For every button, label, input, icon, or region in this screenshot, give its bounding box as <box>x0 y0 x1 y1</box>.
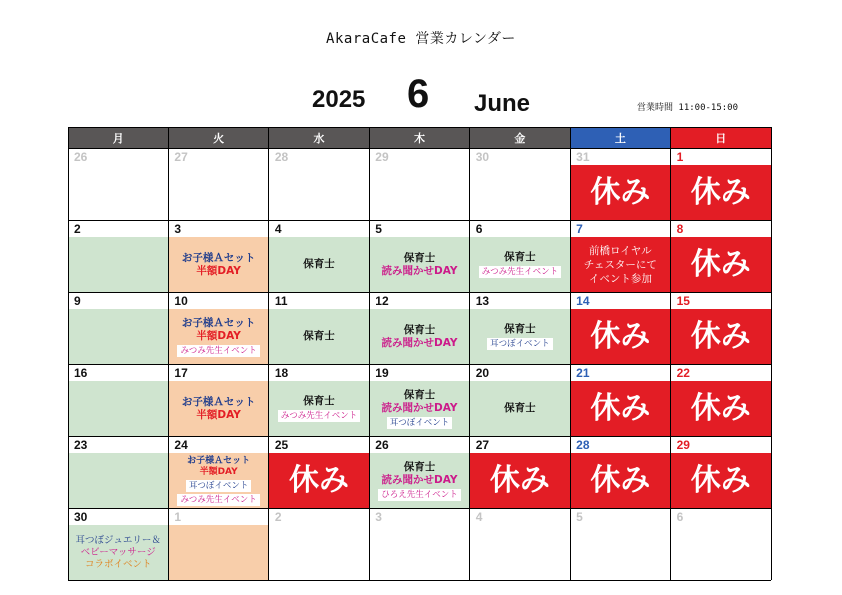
weekday-header-sat: 土 <box>570 127 670 148</box>
event-text: 耳つぼジュエリー＆ <box>75 534 161 546</box>
event-tag: 耳つぼイベント <box>186 480 252 492</box>
day-number: 20 <box>475 366 490 380</box>
closed-label: 休み <box>590 318 651 354</box>
year-label: 2025 <box>312 86 366 113</box>
day-cell <box>68 220 168 292</box>
event-block <box>168 237 268 292</box>
event-text: 読み聞かせDAY <box>381 473 458 486</box>
event-tag: 耳つぼイベント <box>487 338 553 350</box>
grid-line-horizontal <box>68 508 771 509</box>
grid-line-horizontal <box>68 127 771 128</box>
event-block <box>68 525 168 580</box>
weekday-header-tue: 火 <box>168 127 268 148</box>
day-number: 6 <box>676 510 684 524</box>
event-text: ベビーマッサージ <box>80 546 156 558</box>
day-number: 6 <box>475 222 483 236</box>
day-number: 15 <box>676 294 690 308</box>
day-cell <box>168 220 268 292</box>
event-block <box>369 309 469 364</box>
event-block <box>369 453 469 508</box>
day-number: 12 <box>375 294 389 308</box>
day-number: 3 <box>174 222 182 236</box>
day-cell <box>570 220 670 292</box>
business-hours: 営業時間 11:00-15:00 <box>637 103 739 113</box>
event-text: 保育士 <box>303 395 335 407</box>
day-number: 4 <box>274 222 282 236</box>
grid-line-horizontal <box>68 220 771 221</box>
event-tag: みつみ先生イベント <box>177 494 259 506</box>
event-tag: みつみ先生イベント <box>278 410 360 422</box>
event-text: 保育士 <box>504 402 536 414</box>
event-block <box>68 237 168 292</box>
day-cell <box>671 364 771 436</box>
day-cell <box>671 220 771 292</box>
event-block <box>470 381 570 436</box>
grid-line-vertical <box>268 127 269 580</box>
day-cell <box>570 148 670 220</box>
event-text: 保育士 <box>403 323 436 336</box>
weekday-header-mon: 月 <box>68 127 168 148</box>
closed-label: 休み <box>690 246 751 282</box>
event-block <box>269 309 369 364</box>
event-text: お子様Ａセット <box>181 395 256 408</box>
closed-block <box>570 381 670 436</box>
event-block <box>68 309 168 364</box>
day-cell <box>68 364 168 436</box>
day-cell <box>470 292 570 364</box>
event-text: 保育士 <box>504 251 536 263</box>
closed-label: 休み <box>690 390 751 426</box>
day-cell <box>369 436 469 508</box>
grid-line-vertical <box>68 127 69 580</box>
closed-block <box>570 165 670 220</box>
event-block <box>168 525 268 580</box>
grid-line-horizontal <box>68 148 771 149</box>
day-number: 31 <box>576 150 590 164</box>
closed-block <box>570 237 670 292</box>
day-number: 10 <box>174 294 188 308</box>
day-number: 30 <box>475 150 490 164</box>
day-number: 13 <box>475 294 490 308</box>
day-number: 25 <box>274 438 289 452</box>
event-block <box>168 453 268 508</box>
event-text: 読み聞かせDAY <box>381 401 458 414</box>
day-cell <box>168 148 268 220</box>
grid-line-vertical <box>369 127 370 580</box>
closed-block <box>570 309 670 364</box>
day-number: 27 <box>475 438 490 452</box>
day-number: 22 <box>676 366 690 380</box>
day-number: 29 <box>375 150 389 164</box>
day-cell <box>269 436 369 508</box>
event-text: 保育士 <box>303 258 335 270</box>
event-block <box>269 237 369 292</box>
day-number: 1 <box>174 510 182 524</box>
day-cell <box>68 436 168 508</box>
closed-block <box>671 237 771 292</box>
day-cell <box>570 436 670 508</box>
day-cell <box>671 292 771 364</box>
grid-line-vertical <box>670 127 671 580</box>
day-cell <box>68 148 168 220</box>
grid-line-horizontal <box>68 364 771 365</box>
day-cell <box>570 508 670 580</box>
day-number: 18 <box>274 366 289 380</box>
day-number: 7 <box>576 222 583 236</box>
day-cell <box>269 508 369 580</box>
closed-label: 休み <box>690 318 751 354</box>
day-number: 27 <box>174 150 188 164</box>
page-title: AkaraCafe 営業カレンダー <box>326 31 516 47</box>
day-number: 19 <box>375 366 389 380</box>
day-number: 11 <box>274 294 288 308</box>
closed-label: 休み <box>690 174 751 210</box>
grid-line-horizontal <box>68 580 771 581</box>
day-number: 2 <box>274 510 282 524</box>
day-cell <box>369 148 469 220</box>
event-text: 半額DAY <box>199 466 238 477</box>
event-block <box>470 237 570 292</box>
event-tag: みつみ先生イベント <box>479 266 561 278</box>
weekday-header-wed: 水 <box>269 127 369 148</box>
day-cell <box>269 364 369 436</box>
closed-block <box>269 453 369 508</box>
calendar-grid <box>68 127 771 580</box>
day-cell <box>168 508 268 580</box>
event-text: チェスターにて <box>583 258 657 271</box>
day-number: 28 <box>576 438 590 452</box>
day-cell <box>269 148 369 220</box>
weekday-header-sun: 日 <box>671 127 771 148</box>
day-number: 16 <box>74 366 88 380</box>
day-number: 1 <box>676 150 684 164</box>
event-text: 保育士 <box>303 330 335 342</box>
event-text: 読み聞かせDAY <box>381 264 458 277</box>
event-text: イベント参加 <box>588 272 652 285</box>
day-cell <box>168 364 268 436</box>
day-number: 24 <box>174 438 188 452</box>
event-text: お子様Ａセット <box>187 455 251 466</box>
day-cell <box>269 292 369 364</box>
month-number: 6 <box>407 72 430 116</box>
closed-block <box>671 309 771 364</box>
day-number: 26 <box>375 438 389 452</box>
event-block <box>470 309 570 364</box>
closed-label: 休み <box>590 462 651 498</box>
day-number: 4 <box>475 510 483 524</box>
event-tag: ひろえ先生イベント <box>378 489 461 501</box>
event-text: 半額DAY <box>196 329 241 342</box>
day-cell <box>369 292 469 364</box>
day-number: 3 <box>375 510 382 524</box>
closed-block <box>570 453 670 508</box>
event-block <box>369 237 469 292</box>
event-block <box>269 381 369 436</box>
day-number: 30 <box>74 510 88 524</box>
day-cell <box>671 148 771 220</box>
event-block <box>68 381 168 436</box>
event-text: お子様Ａセット <box>181 251 256 264</box>
day-number: 26 <box>74 150 88 164</box>
month-name: June <box>474 90 531 117</box>
day-cell <box>68 508 168 580</box>
grid-line-vertical <box>168 127 169 580</box>
day-cell <box>470 436 570 508</box>
grid-line-horizontal <box>68 436 771 437</box>
day-cell <box>369 364 469 436</box>
day-number: 5 <box>375 222 382 236</box>
event-text: 半額DAY <box>196 408 241 421</box>
day-number: 14 <box>576 294 590 308</box>
day-cell <box>570 292 670 364</box>
event-text: コラボイベント <box>84 558 152 570</box>
day-number: 28 <box>274 150 289 164</box>
day-cell <box>470 148 570 220</box>
weekday-header-thu: 木 <box>369 127 469 148</box>
day-cell <box>671 436 771 508</box>
day-cell <box>269 220 369 292</box>
event-text: 保育士 <box>403 388 436 401</box>
day-cell <box>671 508 771 580</box>
closed-label: 休み <box>690 462 751 498</box>
event-text: 保育士 <box>403 460 436 473</box>
closed-block <box>671 165 771 220</box>
event-block <box>68 453 168 508</box>
grid-line-vertical <box>469 127 470 580</box>
day-cell <box>470 364 570 436</box>
day-number: 21 <box>576 366 590 380</box>
day-number: 29 <box>676 438 690 452</box>
closed-label: 休み <box>289 462 350 498</box>
event-block <box>369 381 469 436</box>
day-cell <box>369 508 469 580</box>
event-text: 保育士 <box>403 251 436 264</box>
day-number: 17 <box>174 366 188 380</box>
day-cell <box>168 436 268 508</box>
day-cell <box>470 508 570 580</box>
day-number: 5 <box>576 510 583 524</box>
day-number: 23 <box>74 438 88 452</box>
day-number: 8 <box>676 222 684 236</box>
closed-block <box>470 453 570 508</box>
event-text: 前橋ロイヤル <box>589 244 652 257</box>
event-text: お子様Ａセット <box>181 316 256 329</box>
event-text: 保育士 <box>504 323 536 335</box>
closed-label: 休み <box>590 390 651 426</box>
event-tag: みつみ先生イベント <box>177 345 259 357</box>
day-cell <box>68 292 168 364</box>
day-cell <box>470 220 570 292</box>
event-text: 読み聞かせDAY <box>381 336 458 349</box>
day-cell <box>369 220 469 292</box>
closed-label: 休み <box>590 174 651 210</box>
event-tag: 耳つぼイベント <box>387 417 453 429</box>
closed-label: 休み <box>489 462 550 498</box>
event-block <box>168 381 268 436</box>
closed-block <box>671 381 771 436</box>
day-number: 9 <box>74 294 81 308</box>
event-text: 半額DAY <box>196 264 241 277</box>
grid-line-vertical <box>570 127 571 580</box>
day-cell <box>168 292 268 364</box>
grid-line-vertical <box>771 127 772 580</box>
weekday-header-fri: 金 <box>470 127 570 148</box>
closed-block <box>671 453 771 508</box>
grid-line-horizontal <box>68 292 771 293</box>
day-number: 2 <box>74 222 81 236</box>
event-block <box>168 309 268 364</box>
day-cell <box>570 364 670 436</box>
